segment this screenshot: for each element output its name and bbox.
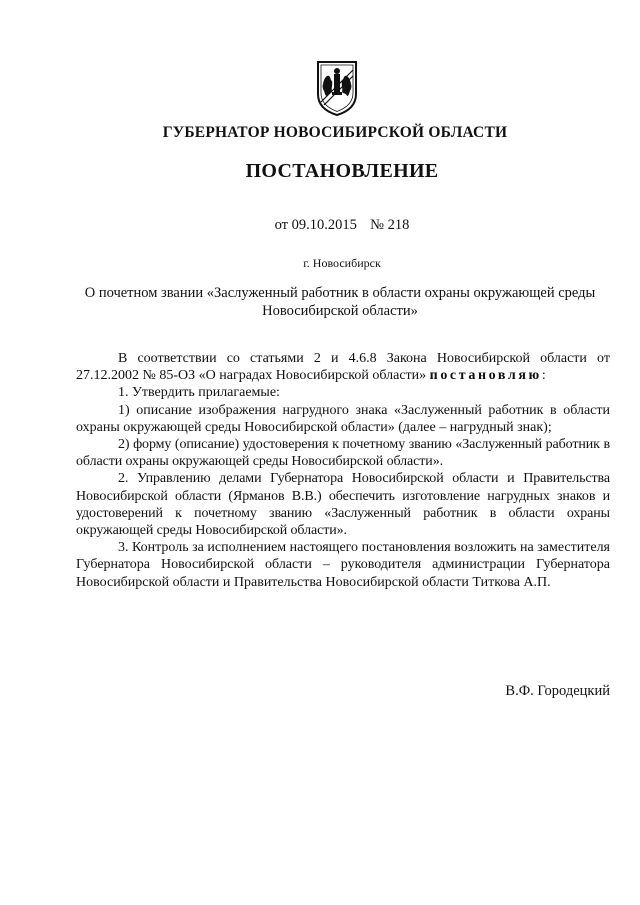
document-date: 09.10.2015: [291, 217, 357, 233]
resolve-colon: :: [541, 368, 546, 384]
item-1-1: 1) описание изображения нагрудного знака «Заслуженный работник в области охраны окружающей среды Новосибирской области» (далее – нагрудный знак);: [76, 402, 610, 435]
document-subject: [70, 284, 610, 320]
preamble-text: В соответствии со статьями 2 и 4.6.8 Закона Новосибирской области от 27.12.2002 № 85-ОЗ «О наградах Новосибирской области»: [76, 351, 610, 384]
item-1-2: 2) форму (описание) удостоверения к почетному званию «Заслуженный работник в области охраны окружающей среды Новосибирской области».: [76, 437, 610, 470]
issue-city: г. Новосибирск: [303, 256, 381, 270]
coat-of-arms-icon: [315, 60, 359, 116]
subject-line-1: О почетном звании «Заслуженный работник в области охраны окружающей среды: [84, 285, 596, 301]
date-number-line: [0, 217, 640, 234]
preamble-paragraph: [76, 350, 610, 384]
date-prefix: от: [274, 217, 289, 233]
resolve-word: постановляю: [429, 368, 542, 384]
issuing-authority: ГУБЕРНАТОР НОВОСИБИРСКОЙ ОБЛАСТИ: [162, 124, 508, 141]
number-prefix: №: [370, 217, 384, 233]
item-2: 2. Управлению делами Губернатора Новосибирской области и Правительства Новосибирской области (Ярманов В.В.) обеспечить изготовление нагрудных знаков и удостоверений к почетному званию «Заслуженный работник в области охраны окружающей среды Новосибирской области».: [76, 471, 610, 539]
document-number: 218: [387, 217, 410, 233]
document-type-title: ПОСТАНОВЛЕНИЕ: [245, 160, 439, 182]
document-body: [76, 350, 610, 591]
item-3: 3. Контроль за исполнением настоящего постановления возложить на заместителя Губернатора Новосибирской области – руководителя администрации Губернатора Новосибирской области и Правительства Новосибирской области Титкова А.П.: [76, 540, 610, 590]
subject-line-2: Новосибирской области»: [262, 303, 418, 319]
item-1: 1. Утвердить прилагаемые:: [118, 385, 280, 401]
signature-name: В.Ф. Городецкий: [505, 683, 610, 699]
